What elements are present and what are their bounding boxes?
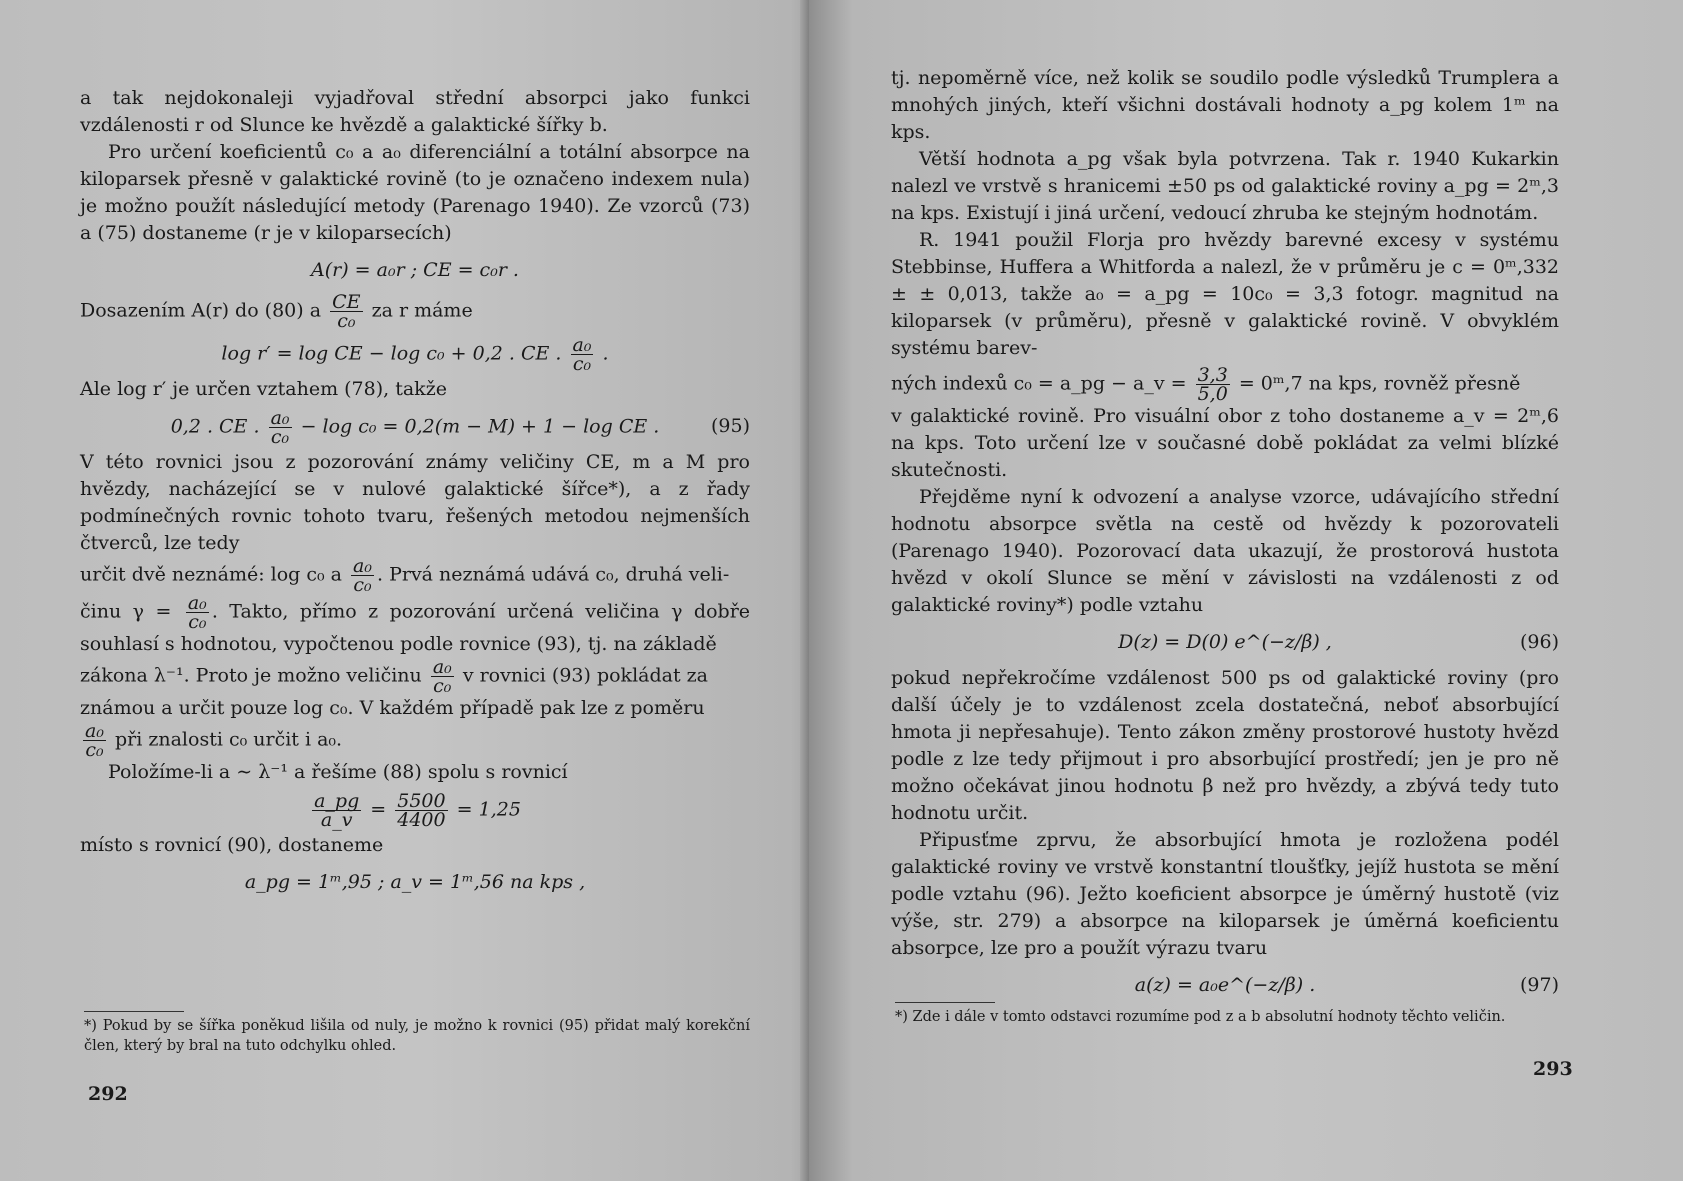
fraction-ce-c0: $\frac{CE}{\text{c₀}}$ (332, 291, 361, 332)
equation-97: a(z) = a₀e^(−z/β) . (97) (891, 968, 1559, 1002)
equation-a-ce: A(r) = a₀r ; CE = c₀r . (311, 259, 519, 281)
left-footnote-rule (84, 1011, 184, 1012)
left-paragraph-6: určit dvě neznámé: log c₀ a $\frac{\text{a₀}}{\text{c₀}}$ . Prvá neznámá udává c₀, druhá veli- (80, 555, 730, 596)
equation-number-97: (97) (1519, 974, 1559, 996)
left-paragraph-1: a tak nejdokonaleji vyjadřoval střední absorpci jako funkci vzdálenosti r od Slunce ke hvězdě a galaktické šířky b. (80, 87, 750, 136)
equation-number-95: (95) (710, 415, 750, 437)
left-page-number: 292 (88, 1083, 128, 1105)
right-paragraph-3: R. 1941 použil Florja pro hvězdy barevné excesy v systému Stebbinse, Huffera a Whitforda a nalezl, že v průměru je c = 0ᵐ,332 ± ± 0,013, takže a₀ = a_pg = 10c₀ = 3,3 fotogr. magnitud na kiloparsek (v průměru), přesně v galaktické rovině. V obvyklém systému barev- (891, 229, 1559, 359)
right-paragraph-4: ných indexů c₀ = a_pg − a_v = $\frac{3,3}{5,0}$ = 0ᵐ,7 na kps, rovněž přesně (891, 364, 1521, 405)
left-paragraph-7: činu γ = $\frac{\text{a₀}}{\text{c₀}}$ . Takto, přímo z pozorování určená veličina γ dobře souhlasí s hodnotou, vypočtenou podle rovnice (93), tj. na základě (80, 592, 751, 655)
left-page-body (80, 85, 750, 905)
left-paragraph-4: Ale log r′ je určen vztahem (78), takže (80, 378, 447, 400)
left-paragraph-8: zákona λ⁻¹. Proto je možno veličinu $\frac{\text{a₀}}{\text{c₀}}$ v rovnici (93) pokládat za (80, 656, 708, 697)
left-paragraph-11: Položíme-li a ∼ λ⁻¹ a řešíme (88) spolu s rovnicí (108, 761, 568, 783)
right-paragraph-1: tj. nepoměrně více, než kolik se soudilo podle výsledků Trumplera a mnohých jiných, kteří všichni dostávali hodnoty a_pg kolem 1ᵐ na kps. (891, 67, 1559, 143)
left-paragraph-9: známou a určit pouze log c₀. V každém případě pak lze z poměru (80, 697, 705, 719)
right-paragraph-7: pokud nepřekročíme vzdálenost 500 ps od galaktické roviny (pro další účely je to vzdálenost zcela dostatečná, neboť absorbující hmota ji nepřesahuje). Tento zákon změny prostorové hustoty hvězd podle z lze tedy přijmout i pro absorbující prostředí; jen je pro ně možno očekávat jinou hodnotu β než pro hvězdy, a zbývá tedy tuto hodnotu určit. (891, 667, 1559, 824)
right-footnote-rule (895, 1002, 995, 1003)
equation-log-r: log r′ = log CE − log c₀ + 0,2 . CE . $\frac{\text{a₀}}{\text{c₀}}$ . (221, 334, 609, 375)
right-paragraph-5: v galaktické rovině. Pro visuální obor z toho dostaneme a_v = 2ᵐ,6 na kps. Toto určení lze v současné době pokládat za velmi blízké skutečnosti. (891, 405, 1559, 481)
right-paragraph-8: Připusťme zprvu, že absorbující hmota je rozložena podél galaktické roviny ve vrstvě konstantní tloušťky, jejíž hustota se mění podle vztahu (96). Ježto koeficient absorpce je úměrný hustotě (viz výše, str. 279) a absorpce na kiloparsek je úměrná koeficientu absorpce, lze pro a použít výrazu tvaru (891, 829, 1559, 959)
right-page-body (891, 65, 1559, 1008)
left-paragraph-10: $\frac{\text{a₀}}{\text{c₀}}$ při znalosti c₀ určit i a₀. (85, 720, 343, 761)
right-page (809, 0, 1683, 1181)
left-footnote: *) Pokud by se šířka poněkud lišila od nuly, je možno k rovnici (95) přidat malý korekční člen, který by bral na tuto odchylku ohled. (84, 1018, 750, 1054)
equation-ratio: $\frac{a\_pg}{a\_v}$ = $\frac{5500}{4400}$ = 1,25 (314, 790, 521, 831)
left-paragraph-5: V této rovnici jsou z pozorování známy veličiny CE, m a M pro hvězdy, nacházející se v nulové galaktické šířce*), a z řady podmínečných rovnic tohoto tvaru, řešených metodou nejmenších čtverců, lze tedy (80, 451, 750, 554)
equation-95: 0,2 . CE . $\frac{\text{a₀}}{\text{c₀}}$ − log c₀ = 0,2(m − M) + 1 − log CE . (95) (170, 407, 750, 448)
equation-number-96: (96) (1519, 631, 1559, 653)
left-paragraph-12: místo s rovnicí (90), dostaneme (80, 834, 384, 856)
left-paragraph-3: Dosazením A(r) do (80) a $\frac{CE}{\text{c₀}}$ za r máme (80, 291, 473, 332)
right-page-number: 293 (1533, 1058, 1573, 1080)
right-footnote: *) Zde i dále v tomto odstavci rozumíme pod z a b absolutní hodnoty těchto veličin. (895, 1009, 1506, 1025)
right-paragraph-2: Větší hodnota a_pg však byla potvrzena. Tak r. 1940 Kukarkin nalezl ve vrstvě s hranicemi ±50 ps od galaktické roviny a_pg = 2ᵐ,3 na kps. Existují i jiná určení, vedoucí zhruba ke stejným hodnotám. (891, 148, 1559, 224)
right-paragraph-6: Přejděme nyní k odvození a analyse vzorce, udávajícího střední hodnotu absorpce světla na cestě od hvězdy k pozorovateli (Parenago 1940). Pozorovací data ukazují, že prostorová hustota hvězd v okolí Slunce se mění v závislosti na vzdálenosti z od galaktické roviny*) podle vztahu (891, 486, 1559, 616)
left-paragraph-2: Pro určení koeficientů c₀ a a₀ diferenciální a totální absorpce na kiloparsek přesně v galaktické rovině (to je označeno indexem nula) je možno použít následující metody (Parenago 1940). Ze vzorců (73) a (75) dostaneme (r je v kiloparsecích) (80, 141, 750, 244)
equation-96: D(z) = D(0) e^(−z/β) , (96) (891, 625, 1559, 659)
left-page (0, 0, 841, 1181)
equation-apg-av: a_pg = 1ᵐ,95 ; a_v = 1ᵐ,56 na kps , (244, 871, 586, 893)
